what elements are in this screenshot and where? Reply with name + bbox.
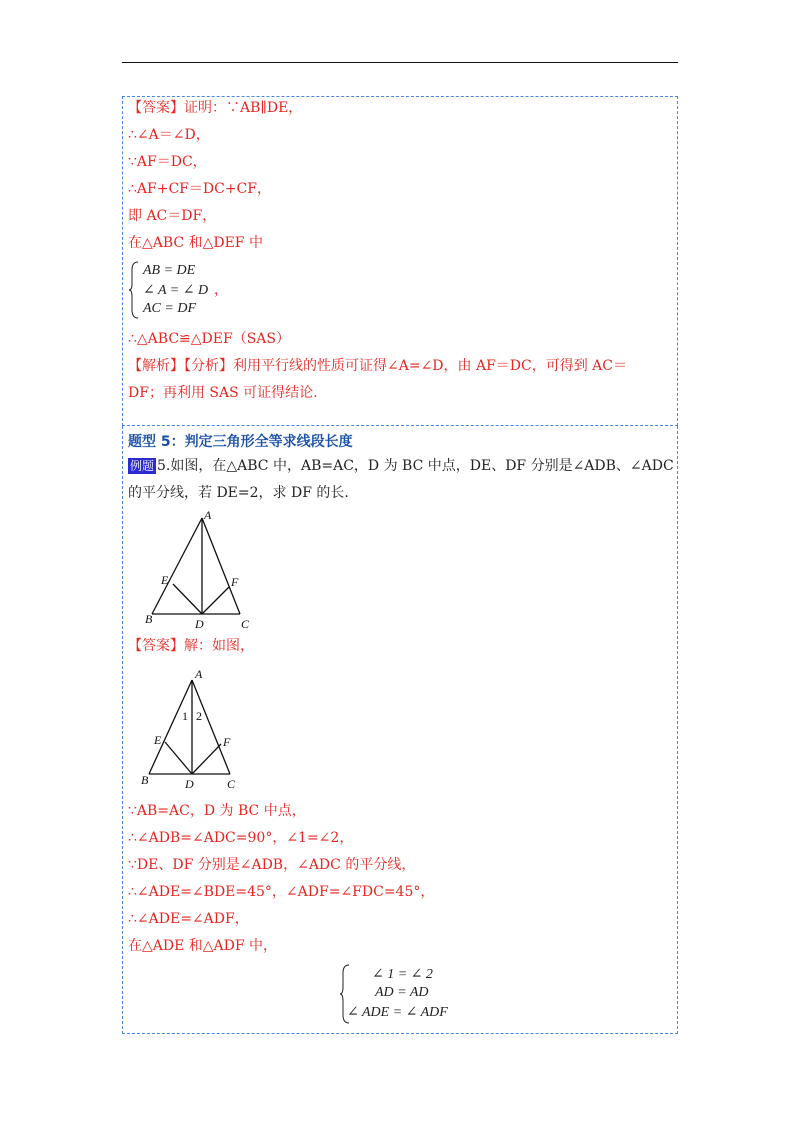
system1-eq-3: AC = DF <box>143 301 196 316</box>
angle-label-1: 1 <box>182 709 188 723</box>
answer2-line-4: ∴∠ADE=∠BDE=45°，∠ADF=∠FDC=45°， <box>128 884 435 900</box>
answer-line-5: 即 AC＝DF， <box>128 208 217 224</box>
label-A: A <box>204 508 212 522</box>
example-badge: 例题 <box>130 459 155 473</box>
label-A: A <box>195 667 203 681</box>
example-line-2: 的平分线，若 DE=2，求 DF 的长. <box>128 485 349 501</box>
angle-label-2: 2 <box>196 709 202 723</box>
answer2-line-5: ∴∠ADE=∠ADF， <box>128 911 249 927</box>
answer2-intro: 【答案】解：如图， <box>128 638 254 654</box>
label-C: C <box>241 617 250 630</box>
label-B: B <box>141 773 149 787</box>
label-C: C <box>227 777 236 791</box>
label-E: E <box>154 733 162 747</box>
system2-eq-1: ∠ 1 = ∠ 2 <box>372 967 433 982</box>
answer-line-4: ∴AF+CF＝DC+CF， <box>128 181 271 197</box>
system2-eq-2: AD = AD <box>375 985 429 1000</box>
label-F: F <box>231 575 239 589</box>
label-D: D <box>185 777 194 791</box>
answer2-line-2: ∴∠ADB=∠ADC=90°，∠1=∠2， <box>128 830 354 846</box>
answer-line-6: 在△ABC 和△DEF 中 <box>128 235 263 251</box>
answer2-line-1: ∵AB=AC，D 为 BC 中点， <box>128 803 306 819</box>
analysis-line-2: DF；再利用 SAS 可证得结论. <box>128 385 318 401</box>
answer-conclusion: ∴△ABC≌△DEF（SAS） <box>128 331 290 347</box>
answer2-line-6: 在△ADE 和△ADF 中， <box>128 938 278 954</box>
system2-eq-3: ∠ ADE = ∠ ADF <box>347 1005 448 1020</box>
label-E: E <box>161 573 169 587</box>
answer2-line-3: ∵DE、DF 分别是∠ADB，∠ADC 的平分线， <box>128 857 416 873</box>
label-B: B <box>145 612 153 626</box>
figure-2-triangle <box>136 664 256 792</box>
system1-suffix: ， <box>214 282 228 298</box>
answer-line-2: ∴∠A＝∠D， <box>128 127 210 143</box>
page-top-rule <box>122 62 678 63</box>
section-heading: 题型 5：判定三角形全等求线段长度 <box>128 434 353 450</box>
example-line-1 <box>128 458 674 474</box>
system1-eq-2: ∠ A = ∠ D <box>143 283 209 298</box>
answer-line-1: 【答案】证明：∵AB∥DE， <box>128 100 303 116</box>
answer-line-3: ∵AF＝DC， <box>128 154 207 170</box>
label-F: F <box>223 735 231 749</box>
brace-1 <box>128 260 140 320</box>
analysis-line-1: 【解析】【分析】利用平行线的性质可证得∠A=∠D，由 AF＝DC，可得到 AC＝ <box>128 358 628 374</box>
example-text-1: 5.如图，在△ABC 中，AB=AC，D 为 BC 中点，DE、DF 分别是∠ADB、∠ADC <box>157 458 674 474</box>
system1-eq-1: AB = DE <box>143 263 196 278</box>
figure-1-triangle <box>140 506 260 630</box>
answer-box <box>122 96 678 426</box>
label-D: D <box>195 617 204 630</box>
